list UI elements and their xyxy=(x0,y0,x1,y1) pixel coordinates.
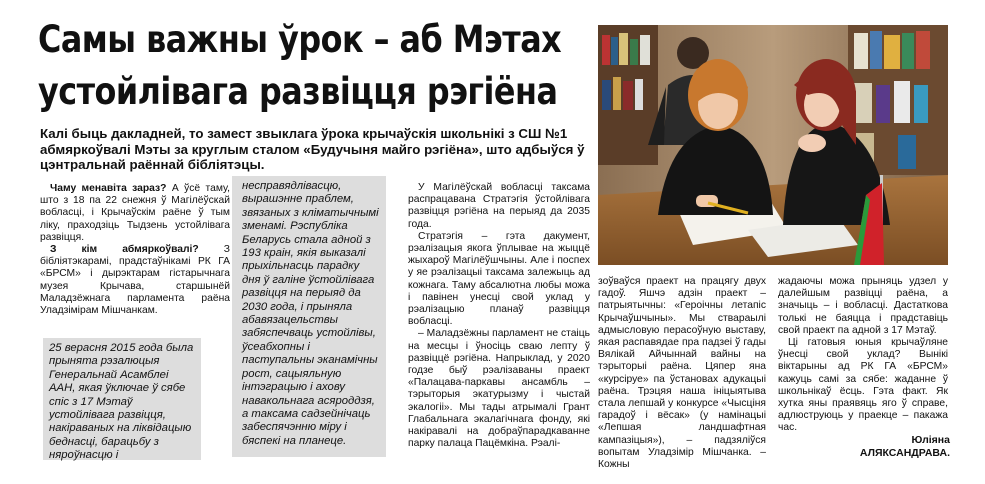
col5-paragraph-1: жадаючы можа прыняць удзел у далейшым развіцці раёна, а значыць – і вобласці. Дастаткова толькі не баяцца і прадставіць свой праект па адной з 17 Мэтаў. xyxy=(778,276,948,336)
headline-line-2: устойлівага развіцця рэгіёна xyxy=(38,70,558,113)
answer-2: З бібліятэкарамі, прадстаўнікамі РК ГА «БРСМ» і дырэктарам гістарычнага музея Крычава, старшынёй Маладзёжнага парламента раёна Уладзімірам Мішчанкам. xyxy=(40,244,230,317)
qa-paragraph-2 xyxy=(40,244,230,317)
col4-paragraph: зоўваўся праект на працягу двух гадоў. Яшчэ адзін праект – патрыятычны: «Героічны летапіс Крычаўшчыны». Мы ствараылі адмысловую перасоўную выставу, якая распавядае пра падзеі ў гады Вялікай Айчыннай вайны на тэрыторыі раёна. Цяпер яна «курсіруе» па ўстановах адукацыі раёна. Трэцяя наша ініцыятыва стала лепшай у конкурсе «Чысціня гарадоў і вёсак» (у намінацыі «Лепшая ландшафтная кампазіцыя»), – падзяліўся вопытам Уладзімір Мішчанка. – Кожны xyxy=(598,276,766,471)
text-column-5 xyxy=(778,276,948,435)
question-1: Чаму менавіта зараз? xyxy=(50,183,167,194)
headline xyxy=(38,14,562,118)
article-photo xyxy=(598,25,948,265)
lead-paragraph: Калі быць дакладней, то замест звыклага ўрока крычаўскія школьнікі з СШ №1 абмяркоўвалі Мэты за круглым сталом «Будучыня майго рэгіёна», што адбыўся ў цэнтральнай раённай бібліятэцы. xyxy=(40,126,585,173)
question-2: З кім абмяркоўвалі? xyxy=(50,244,199,256)
author-signature xyxy=(760,434,950,459)
col3-paragraph-3: – Маладзёжны парламент не стаіць на месцы і ўносіць сваю лепту ў развіццё рэгіёна. Напрыклад, у 2020 годзе быў рэалізаваны праект «Палацава-паркавы ансамбль – тэрыторыя экатурызму і чыстай экалогіі». Мы тады атрымалі Грант Глабальнага экалагічнага фонду, які накіравалі на добраўпарадкаванне парку палаца Пацёмкіна. Рэалі- xyxy=(408,328,590,450)
col3-paragraph-1: У Магілёўскай вобласці таксама распрацавана Стратэгія ўстойлівага развіцця рэгіёна на перыяд да 2035 года. xyxy=(408,182,590,230)
answer-1: А ўсё таму, што з 18 па 22 снежня ў Магілёўскай вобласці, і Крычаўскім раёне ў тым ліку, праходзіць Тыдзень устойлівага развіцця. xyxy=(40,183,230,243)
text-column-3 xyxy=(408,182,590,450)
info-box-1-text: 25 верасня 2015 года была прынята рэзалюцыя Генеральнай Асамблеі ААН, якая ўключае ў сябе спіс з 17 Мэтаў устойлівага развіцця, накіраваных на ліквідацыю беднасці, барацьбу з няроўнасцю і xyxy=(49,342,194,462)
author-first-name: Юліяна xyxy=(911,434,950,446)
text-column-1 xyxy=(40,183,230,317)
headline-line-1: Самы важны ўрок – аб Мэтах xyxy=(38,18,562,61)
col5-paragraph-2: Ці гатовыя юныя крычаўляне ўнесці свой уклад? Вынікі віктарыны ад РК ГА «БРСМ» кажуць самі за сябе: жаданне ў школьнікаў ёсць. Гэта факт. Як хутка яны праявяць яго ў справе, адлюструюць у праекце – пакажа час. xyxy=(778,337,948,434)
author-last-name: АЛЯКСАНДРАВА. xyxy=(859,446,950,459)
info-box-1 xyxy=(43,338,201,460)
col3-paragraph-2: Стратэгія – гэта дакумент, рэалізацыя якога ўплывае на жыццё жыхароў Магілёўшчыны. Але і поспех у яе рэалізацыі таксама залежыць ад кожнага. Таму абсалютна любы можа і павінен унесці свой уклад у рэалізацыю планаў развіцця вобласці. xyxy=(408,230,590,328)
info-box-2-text: несправядлівасцю, вырашэнне праблем, звязаных з кліматычнымі зменамі. Рэспубліка Беларусь стала адной з 193 краін, якія выказалі прыхільнасць парадку дня ў галіне ўстойлівага развіцця на перыяд да 2030 года, і прыняла абавязацельствы забяспечваць устойлівы, ўсеабхопны і паступальны эканамічны рост, сацыяльную інтэграцыю і ахову навакольнага асяроддзя, а таксама садзейнічаць забеспячэнню міру і бяспекі на планеце. xyxy=(242,180,379,447)
info-box-2 xyxy=(232,176,386,457)
qa-paragraph-1 xyxy=(40,183,230,244)
photo-illustration xyxy=(598,25,948,265)
text-column-4 xyxy=(598,276,766,471)
